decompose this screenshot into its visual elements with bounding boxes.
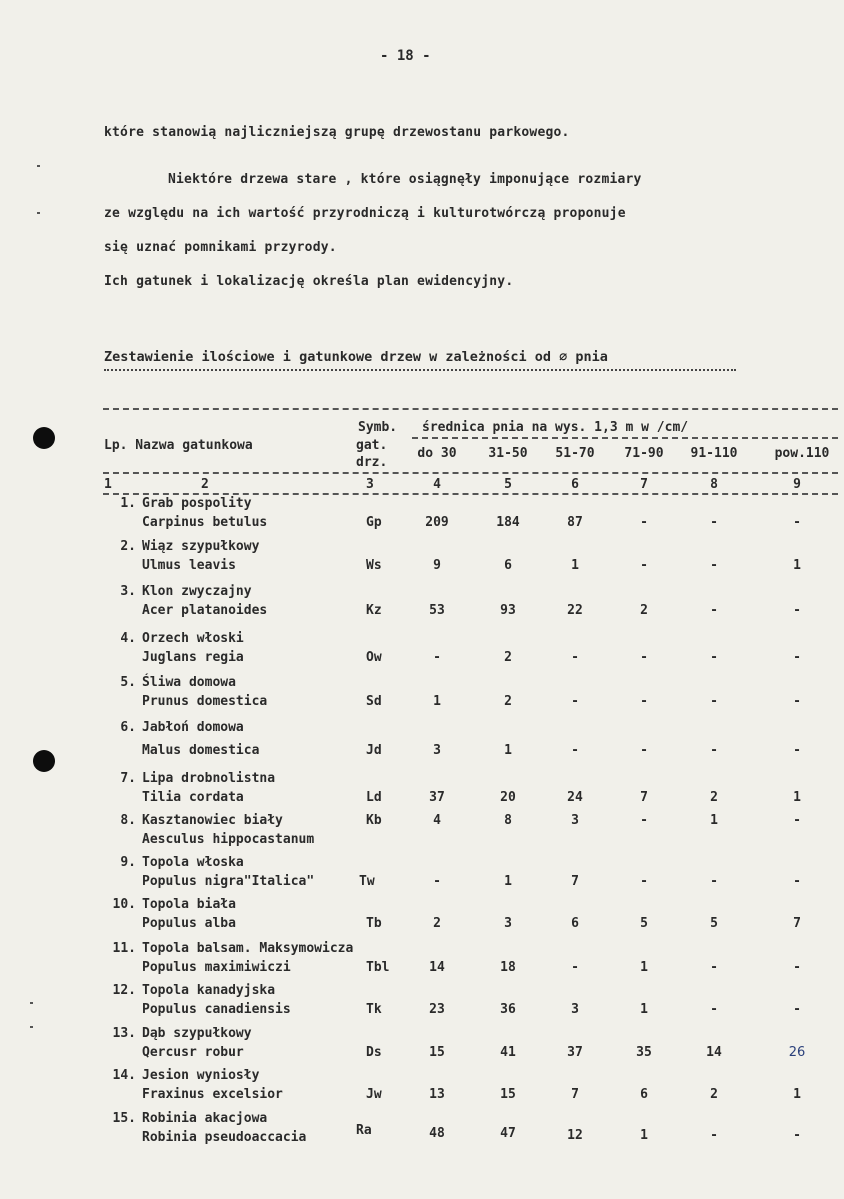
species-symbol: Tbl [366,960,390,975]
count-do-30: 14 [429,960,445,975]
polish-name: Kasztanowiec biały [142,813,283,828]
count-51-70: 7 [571,874,579,889]
species-symbol: Ws [366,558,382,573]
count-91-110: 1 [710,813,718,828]
row-number: 4. [120,631,136,646]
header-rule [103,472,838,474]
count-51-70: - [571,694,579,709]
count-do-30: 48 [429,1126,445,1141]
polish-name: Grab pospolity [142,496,252,511]
count-71-90: 7 [640,790,648,805]
count-91-110: 2 [710,1087,718,1102]
species-symbol: Jw [366,1087,382,1102]
count-pow-110: - [793,650,801,665]
latin-name: Prunus domestica [142,694,268,709]
count-pow-110: - [793,694,801,709]
table-row [0,584,844,626]
header-range: 51-70 [555,446,595,461]
count-91-110: - [710,558,718,573]
paragraph-line: się uznać pomnikami przyrody. [104,240,337,255]
count-91-110: - [710,603,718,618]
count-71-90: - [640,813,648,828]
count-do-30: 13 [429,1087,445,1102]
header-range: 71-90 [624,446,664,461]
count-71-90: - [640,650,648,665]
count-91-110: - [710,960,718,975]
count-51-70: 6 [571,916,579,931]
count-pow-110: 1 [793,558,801,573]
header-symbol-3: drz. [356,455,388,470]
row-number: 13. [112,1026,136,1041]
count-pow-110: - [793,515,801,530]
count-71-90: 2 [640,603,648,618]
table-row [0,771,844,813]
column-number: 4 [433,477,441,492]
count-do-30: 4 [433,813,441,828]
header-range: 31-50 [488,446,528,461]
count-31-50: 3 [504,916,512,931]
count-31-50: 93 [500,603,516,618]
latin-name: Qercusr robur [142,1045,244,1060]
row-number: 15. [112,1111,136,1126]
count-do-30: 209 [425,515,449,530]
species-symbol: Ld [366,790,382,805]
latin-name: Aesculus hippocastanum [142,832,315,847]
species-symbol: Jd [366,743,382,758]
count-91-110: - [710,694,718,709]
table-row [0,1068,844,1110]
table-row [0,631,844,673]
count-31-50: 41 [500,1045,516,1060]
count-51-70: 7 [571,1087,579,1102]
row-number: 6. [120,720,136,735]
header-diameter: średnica pnia na wys. 1,3 m w /cm/ [422,420,689,435]
header-range: do 30 [417,446,457,461]
row-number: 1. [120,496,136,511]
count-31-50: 184 [496,515,520,530]
count-71-90: 6 [640,1087,648,1102]
count-do-30: - [433,874,441,889]
column-number: 1 [104,477,112,492]
count-pow-110: - [793,874,801,889]
latin-name: Carpinus betulus [142,515,268,530]
count-pow-110: - [793,960,801,975]
count-91-110: 14 [706,1045,722,1060]
count-71-90: 5 [640,916,648,931]
count-91-110: - [710,1002,718,1017]
row-number: 3. [120,584,136,599]
table-row [0,855,844,897]
count-71-90: - [640,874,648,889]
count-do-30: - [433,650,441,665]
species-symbol: Gp [366,515,382,530]
table-row [0,675,844,717]
row-number: 2. [120,539,136,554]
count-51-70: - [571,960,579,975]
polish-name: Dąb szypułkowy [142,1026,252,1041]
column-number: 5 [504,477,512,492]
count-71-90: 1 [640,960,648,975]
punch-hole-top [33,427,55,449]
column-number-rule [103,493,838,495]
latin-name: Fraxinus excelsior [142,1087,283,1102]
count-pow-110: - [793,743,801,758]
species-symbol: Kz [366,603,382,618]
count-pow-110: - [793,1002,801,1017]
paragraph-line: Niektóre drzewa stare , które osiągnęły imponujące rozmiary [168,172,642,187]
table-row [0,1026,844,1068]
count-91-110: - [710,515,718,530]
count-do-30: 23 [429,1002,445,1017]
count-91-110: - [710,874,718,889]
species-symbol: Tk [366,1002,382,1017]
column-number: 2 [201,477,209,492]
table-row [0,813,844,855]
count-51-70: 1 [571,558,579,573]
count-51-70: 3 [571,813,579,828]
row-number: 12. [112,983,136,998]
species-symbol: Ds [366,1045,382,1060]
column-number: 3 [366,477,374,492]
count-31-50: 1 [504,743,512,758]
header-symbol-1: Symb. [358,420,398,435]
latin-name: Robinia pseudoaccacia [142,1130,307,1145]
diameter-underline [412,437,838,439]
count-91-110: - [710,650,718,665]
count-51-70: 3 [571,1002,579,1017]
row-number: 9. [120,855,136,870]
count-31-50: 36 [500,1002,516,1017]
header-range: 91-110 [690,446,738,461]
count-91-110: 2 [710,790,718,805]
count-31-50: 15 [500,1087,516,1102]
count-71-90: 1 [640,1128,648,1143]
count-do-30: 1 [433,694,441,709]
count-pow-110: 1 [793,1087,801,1102]
count-51-70: 37 [567,1045,583,1060]
count-91-110: - [710,743,718,758]
paragraph-line: Ich gatunek i lokalizację określa plan ewidencyjny. [104,274,514,289]
latin-name: Populus maximiwiczi [142,960,291,975]
polish-name: Orzech włoski [142,631,244,646]
page-number: - 18 - [380,48,431,64]
polish-name: Jesion wyniosły [142,1068,260,1083]
latin-name: Populus nigra"Italica" [142,874,315,889]
species-symbol: Ow [366,650,382,665]
polish-name: Robinia akacjowa [142,1111,268,1126]
table-top-rule [103,408,838,410]
count-71-90: 1 [640,1002,648,1017]
count-51-70: 22 [567,603,583,618]
count-pow-110: - [793,1128,801,1143]
column-number: 8 [710,477,718,492]
table-title: Zestawienie ilościowe i gatunkowe drzew w zależności od ∅ pnia [104,349,608,365]
table-row [0,941,844,983]
species-symbol: Tb [366,916,382,931]
row-number: 8. [120,813,136,828]
count-pow-110: - [793,813,801,828]
polish-name: Topola kanadyjska [142,983,276,998]
count-pow-110: 7 [793,916,801,931]
polish-name: Topola biała [142,897,236,912]
latin-name: Tilia cordata [142,790,244,805]
latin-name: Populus alba [142,916,236,931]
species-symbol: Sd [366,694,382,709]
species-symbol: Ra [356,1123,372,1138]
count-do-30: 53 [429,603,445,618]
margin-mark [37,212,40,214]
row-number: 14. [112,1068,136,1083]
row-number: 10. [112,897,136,912]
count-do-30: 2 [433,916,441,931]
column-number: 7 [640,477,648,492]
polish-name: Topola balsam. Maksymowicza [142,941,354,956]
row-number: 11. [112,941,136,956]
count-91-110: - [710,1128,718,1143]
count-31-50: 2 [504,650,512,665]
paragraph-line: które stanowią najliczniejszą grupę drzewostanu parkowego. [104,125,570,140]
header-range: pow.110 [774,446,830,461]
count-51-70: 24 [567,790,583,805]
count-31-50: 20 [500,790,516,805]
count-71-90: - [640,743,648,758]
count-pow-110: 1 [793,790,801,805]
polish-name: Klon zwyczajny [142,584,252,599]
latin-name: Malus domestica [142,743,260,758]
count-pow-110: 26 [788,1045,806,1060]
count-51-70: 12 [567,1128,583,1143]
polish-name: Topola włoska [142,855,244,870]
table-row [0,720,844,762]
polish-name: Wiąz szypułkowy [142,539,260,554]
latin-name: Populus canadiensis [142,1002,291,1017]
count-pow-110: - [793,603,801,618]
table-row [0,1111,844,1153]
count-71-90: - [640,694,648,709]
table-row [0,539,844,581]
latin-name: Ulmus leavis [142,558,236,573]
species-symbol: Tw [359,874,375,889]
count-71-90: - [640,515,648,530]
count-31-50: 6 [504,558,512,573]
count-51-70: - [571,743,579,758]
column-number: 9 [793,477,801,492]
polish-name: Lipa drobnolistna [142,771,276,786]
polish-name: Jabłoń domowa [142,720,244,735]
table-row [0,496,844,538]
table-row [0,897,844,939]
margin-mark [37,165,40,167]
count-do-30: 3 [433,743,441,758]
count-51-70: - [571,650,579,665]
row-number: 5. [120,675,136,690]
header-lp-name: Lp. Nazwa gatunkowa [104,438,253,453]
count-71-90: - [640,558,648,573]
count-31-50: 2 [504,694,512,709]
count-31-50: 18 [500,960,516,975]
count-71-90: 35 [636,1045,652,1060]
count-91-110: 5 [710,916,718,931]
title-underline [104,369,736,371]
count-31-50: 8 [504,813,512,828]
count-31-50: 47 [500,1126,516,1141]
latin-name: Juglans regia [142,650,244,665]
column-number: 6 [571,477,579,492]
count-do-30: 37 [429,790,445,805]
species-symbol: Kb [366,813,382,828]
count-51-70: 87 [567,515,583,530]
header-symbol-2: gat. [356,438,388,453]
latin-name: Acer platanoides [142,603,268,618]
count-do-30: 15 [429,1045,445,1060]
count-31-50: 1 [504,874,512,889]
table-row [0,983,844,1025]
polish-name: Śliwa domowa [142,675,236,690]
count-do-30: 9 [433,558,441,573]
paragraph-line: ze względu na ich wartość przyrodniczą i kulturotwórczą proponuje [104,206,626,221]
row-number: 7. [120,771,136,786]
